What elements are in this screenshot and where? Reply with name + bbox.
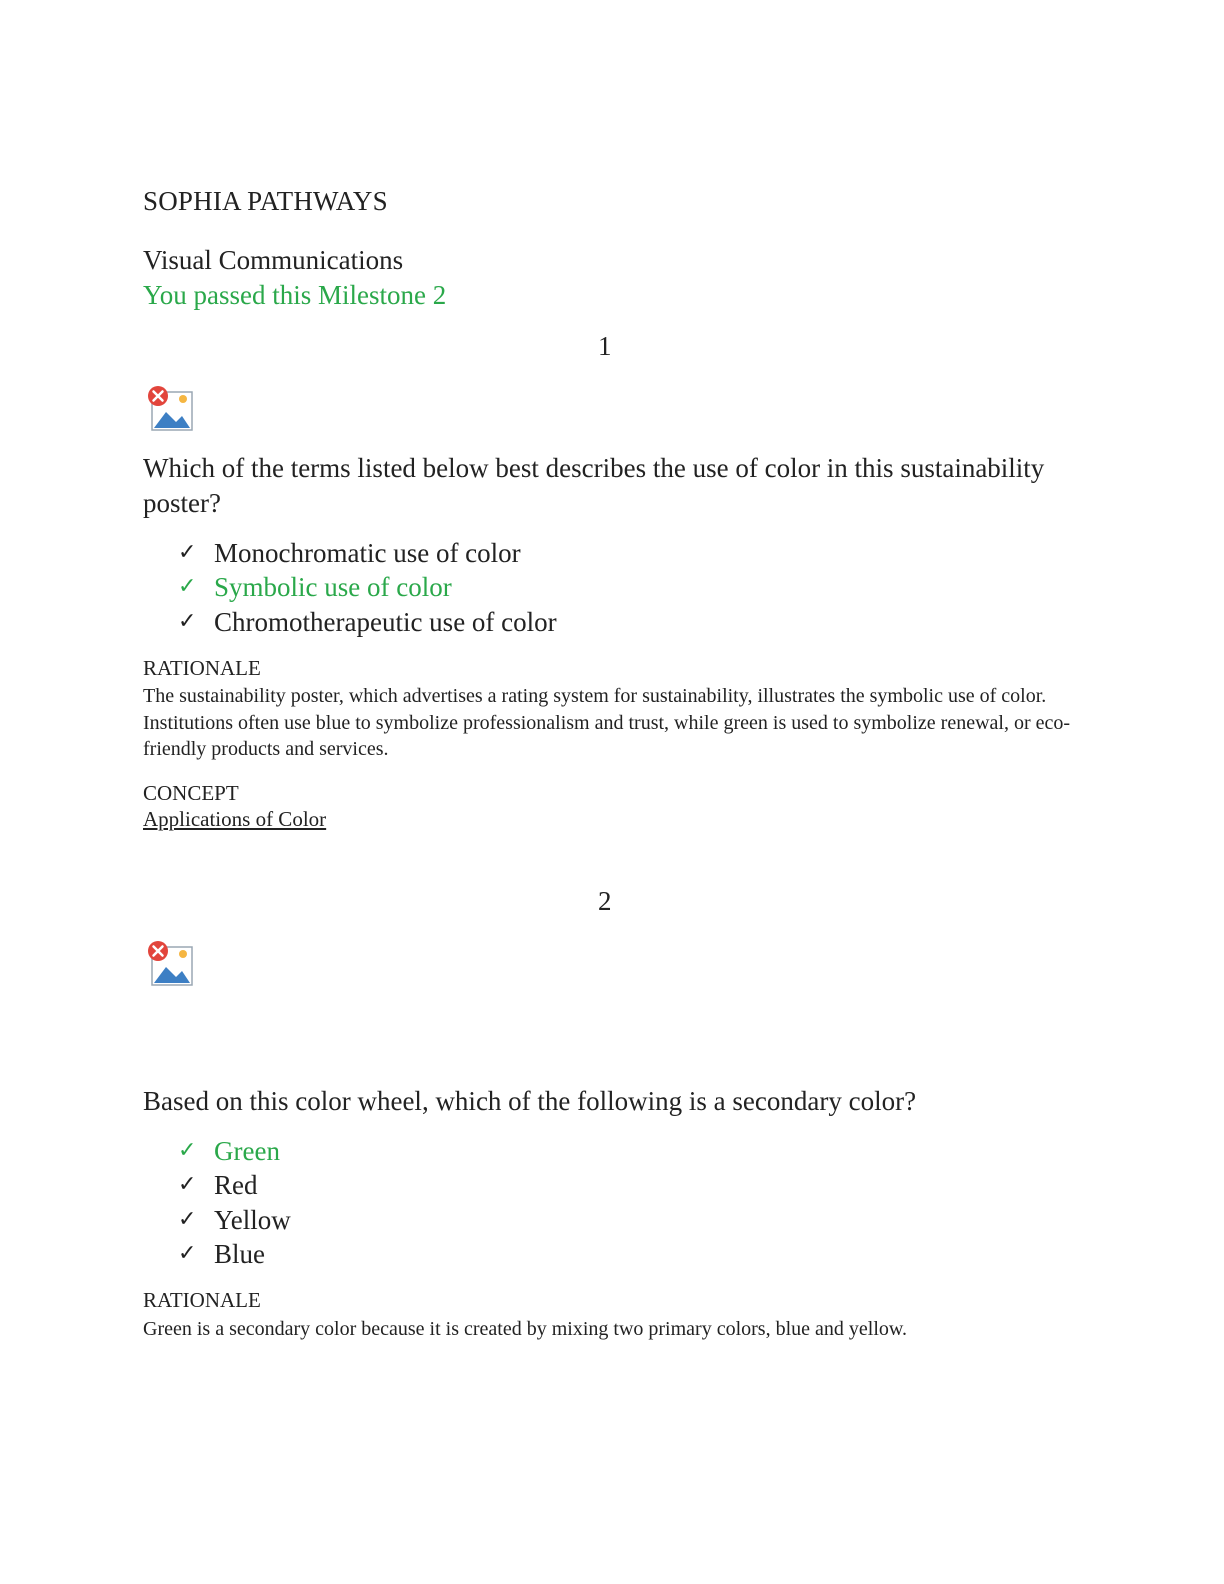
question-number: 2 [598, 886, 612, 916]
concept-link[interactable]: Applications of Color [143, 807, 327, 831]
question-number: 1 [598, 331, 612, 361]
answer-list [178, 1134, 291, 1271]
answer-list [178, 536, 557, 639]
rationale-text: Green is a secondary color because it is created by mixing two primary colors, blue and yellow. [143, 1318, 908, 1340]
answer-option[interactable] [178, 1203, 291, 1237]
question-prompt: Based on this color wheel, which of the following is a secondary color? [143, 1086, 917, 1116]
brand-title: SOPHIA PATHWAYS [143, 186, 388, 216]
rationale-text: The sustainability poster, which advertises a rating system for sustainability, illustrates the symbolic use of color. Institutions often use blue to symbolize professionalism and trust, while green is used to symbolize renewal, or eco-friendly products and services. [143, 685, 1071, 760]
answer-option-correct[interactable] [178, 570, 557, 604]
answer-option[interactable] [178, 1237, 291, 1271]
answer-text: Green [214, 1136, 280, 1166]
answer-text: Red [214, 1170, 258, 1201]
course-title: Visual Communications [143, 245, 404, 275]
question-image [146, 939, 194, 992]
broken-image-icon [146, 939, 194, 987]
question-image [146, 384, 194, 437]
checkmark-icon: ✓ [178, 1206, 197, 1232]
checkmark-icon: ✓ [178, 1172, 197, 1198]
answer-text: Monochromatic use of color [214, 538, 521, 568]
answer-text: Symbolic use of color [214, 572, 452, 603]
checkmark-icon: ✓ [178, 574, 197, 600]
milestone-status: You passed this Milestone 2 [143, 280, 447, 310]
answer-option-correct[interactable] [178, 1134, 291, 1168]
answer-option[interactable] [178, 536, 557, 570]
broken-image-icon [146, 384, 194, 432]
concept-label: CONCEPT [143, 781, 239, 805]
checkmark-icon: ✓ [178, 1138, 197, 1163]
checkmark-icon: ✓ [178, 540, 197, 565]
checkmark-icon: ✓ [178, 1240, 197, 1266]
rationale-label: RATIONALE [143, 656, 261, 680]
checkmark-icon: ✓ [178, 608, 197, 634]
answer-text: Blue [214, 1238, 265, 1269]
rationale-label: RATIONALE [143, 1288, 261, 1312]
answer-text: Chromotherapeutic use of color [214, 606, 557, 637]
answer-text: Yellow [214, 1204, 291, 1235]
question-prompt: Which of the terms listed below best describes the use of color in this sustainability poster? [143, 453, 1045, 518]
answer-option[interactable] [178, 1168, 291, 1202]
answer-option[interactable] [178, 605, 557, 639]
